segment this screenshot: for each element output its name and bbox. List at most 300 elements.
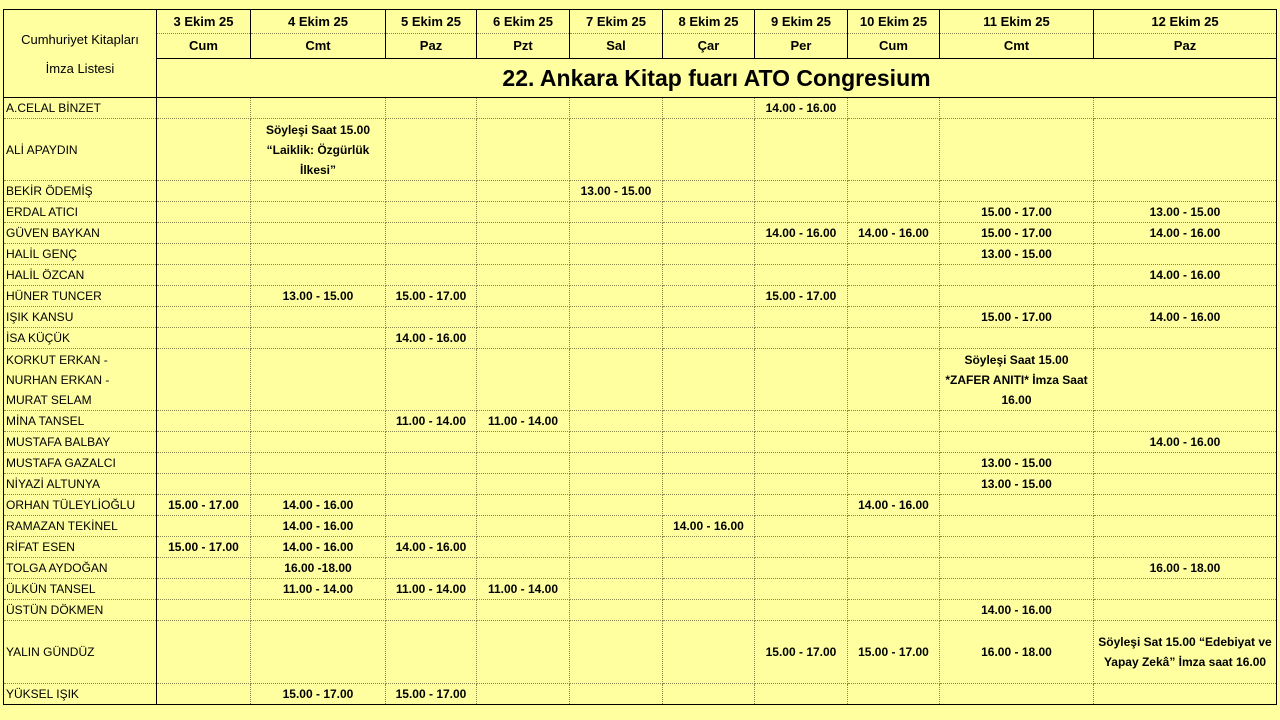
schedule-cell: [477, 453, 570, 474]
schedule-cell: 14.00 - 16.00: [386, 537, 477, 558]
schedule-cell: 15.00 - 17.00: [940, 202, 1094, 223]
schedule-cell: 11.00 - 14.00: [251, 579, 386, 600]
schedule-cell: [157, 474, 251, 495]
schedule-cell: [755, 432, 848, 453]
schedule-cell: Söyleşi Sat 15.00 “Edebiyat ve Yapay Zekâ” İmza saat 16.00: [1094, 621, 1277, 684]
date-header-cell: 10 Ekim 25: [848, 10, 940, 34]
schedule-cell: [1094, 474, 1277, 495]
schedule-cell: [663, 411, 755, 432]
schedule-cell: [386, 98, 477, 119]
schedule-cell: [663, 328, 755, 349]
schedule-cell: [157, 328, 251, 349]
schedule-cell: 14.00 - 16.00: [251, 516, 386, 537]
table-row: [4, 495, 1277, 516]
weekday-header-cell: Cum: [157, 34, 251, 59]
schedule-cell: [848, 558, 940, 579]
schedule-cell: [570, 286, 663, 307]
schedule-cell: [1094, 516, 1277, 537]
schedule-cell: [755, 537, 848, 558]
schedule-cell: [848, 411, 940, 432]
schedule-cell: [940, 286, 1094, 307]
date-header-cell: 11 Ekim 25: [940, 10, 1094, 34]
schedule-cell: [477, 202, 570, 223]
author-name-cell: A.CELAL BİNZET: [4, 98, 157, 119]
schedule-cell: 13.00 - 15.00: [940, 453, 1094, 474]
schedule-cell: [1094, 600, 1277, 621]
table-row: [4, 579, 1277, 600]
schedule-cell: [755, 453, 848, 474]
schedule-cell: [755, 411, 848, 432]
table-row: [4, 600, 1277, 621]
schedule-cell: [251, 411, 386, 432]
schedule-cell: [848, 474, 940, 495]
schedule-cell: [940, 181, 1094, 202]
schedule-cell: [755, 558, 848, 579]
author-name-cell: ORHAN TÜLEYLİOĞLU: [4, 495, 157, 516]
date-header-cell: 5 Ekim 25: [386, 10, 477, 34]
schedule-cell: 14.00 - 16.00: [755, 223, 848, 244]
schedule-cell: [477, 328, 570, 349]
schedule-cell: [1094, 98, 1277, 119]
schedule-cell: [570, 537, 663, 558]
schedule-cell: [755, 600, 848, 621]
schedule-cell: [251, 328, 386, 349]
schedule-cell: 15.00 - 17.00: [755, 621, 848, 684]
schedule-cell: [157, 558, 251, 579]
schedule-cell: 14.00 - 16.00: [755, 98, 848, 119]
author-name-cell: RİFAT ESEN: [4, 537, 157, 558]
schedule-cell: [570, 495, 663, 516]
schedule-cell: Söyleşi Saat 15.00 “Laiklik: Özgürlük İlkesi”: [251, 119, 386, 181]
date-header-cell: 7 Ekim 25: [570, 10, 663, 34]
schedule-cell: [1094, 684, 1277, 705]
schedule-cell: [848, 516, 940, 537]
schedule-cell: [848, 349, 940, 411]
schedule-cell: [663, 265, 755, 286]
schedule-cell: 15.00 - 17.00: [157, 537, 251, 558]
schedule-cell: [570, 684, 663, 705]
schedule-cell: [848, 202, 940, 223]
schedule-cell: [570, 432, 663, 453]
schedule-cell: [570, 119, 663, 181]
schedule-cell: [570, 474, 663, 495]
schedule-cell: [477, 286, 570, 307]
table-title: Cumhuriyet Kitapları İmza Listesi: [4, 10, 157, 98]
date-header-cell: 9 Ekim 25: [755, 10, 848, 34]
schedule-cell: 15.00 - 17.00: [940, 307, 1094, 328]
schedule-cell: [477, 432, 570, 453]
schedule-cell: [386, 621, 477, 684]
schedule-cell: [848, 684, 940, 705]
schedule-cell: [157, 411, 251, 432]
schedule-cell: 15.00 - 17.00: [755, 286, 848, 307]
schedule-cell: 14.00 - 16.00: [251, 495, 386, 516]
schedule-cell: [386, 495, 477, 516]
table-row: [4, 286, 1277, 307]
author-name-cell: HALİL ÖZCAN: [4, 265, 157, 286]
schedule-cell: [940, 516, 1094, 537]
schedule-cell: [940, 411, 1094, 432]
schedule-cell: [570, 98, 663, 119]
author-name-cell: RAMAZAN TEKİNEL: [4, 516, 157, 537]
schedule-cell: [386, 558, 477, 579]
schedule-cell: [157, 516, 251, 537]
author-name-cell: MİNA TANSEL: [4, 411, 157, 432]
schedule-cell: [755, 265, 848, 286]
schedule-cell: [848, 328, 940, 349]
author-name-cell: YALIN GÜNDÜZ: [4, 621, 157, 684]
table-row: [4, 98, 1277, 119]
weekday-header-cell: Sal: [570, 34, 663, 59]
schedule-cell: [663, 558, 755, 579]
schedule-cell: 14.00 - 16.00: [848, 495, 940, 516]
schedule-cell: [570, 349, 663, 411]
author-name-cell: ÜSTÜN DÖKMEN: [4, 600, 157, 621]
schedule-cell: 13.00 - 15.00: [570, 181, 663, 202]
schedule-cell: [157, 244, 251, 265]
schedule-cell: [755, 684, 848, 705]
schedule-cell: [1094, 181, 1277, 202]
schedule-cell: [1094, 119, 1277, 181]
schedule-cell: [157, 98, 251, 119]
schedule-cell: [940, 265, 1094, 286]
table-row: [4, 265, 1277, 286]
schedule-cell: [157, 453, 251, 474]
schedule-cell: 14.00 - 16.00: [1094, 265, 1277, 286]
schedule-cell: 11.00 - 14.00: [477, 411, 570, 432]
date-header-cell: 3 Ekim 25: [157, 10, 251, 34]
schedule-cell: 16.00 -18.00: [251, 558, 386, 579]
schedule-cell: [663, 432, 755, 453]
table-row: [4, 119, 1277, 181]
date-header-row: [4, 10, 1277, 34]
schedule-cell: 11.00 - 14.00: [386, 411, 477, 432]
signing-schedule-table: [3, 9, 1277, 705]
table-row: [4, 411, 1277, 432]
schedule-cell: [386, 244, 477, 265]
schedule-cell: [386, 265, 477, 286]
weekday-header-row: [4, 34, 1277, 59]
schedule-cell: [157, 684, 251, 705]
weekday-header-cell: Cmt: [251, 34, 386, 59]
schedule-cell: [1094, 286, 1277, 307]
schedule-cell: 14.00 - 16.00: [940, 600, 1094, 621]
author-name-cell: KORKUT ERKAN - NURHAN ERKAN - MURAT SELAM: [4, 349, 157, 411]
schedule-cell: [477, 600, 570, 621]
schedule-cell: [570, 328, 663, 349]
schedule-cell: [940, 558, 1094, 579]
schedule-cell: [570, 621, 663, 684]
schedule-cell: [848, 265, 940, 286]
schedule-cell: [755, 579, 848, 600]
schedule-cell: [570, 223, 663, 244]
schedule-cell: [1094, 328, 1277, 349]
schedule-cell: [477, 265, 570, 286]
author-name-cell: ALİ APAYDIN: [4, 119, 157, 181]
schedule-cell: [386, 119, 477, 181]
schedule-cell: [848, 453, 940, 474]
schedule-cell: [251, 600, 386, 621]
table-row: [4, 432, 1277, 453]
schedule-cell: [1094, 453, 1277, 474]
schedule-cell: [251, 474, 386, 495]
schedule-cell: [570, 579, 663, 600]
schedule-cell: [251, 453, 386, 474]
date-header-cell: 4 Ekim 25: [251, 10, 386, 34]
schedule-cell: 14.00 - 16.00: [1094, 223, 1277, 244]
table-row: [4, 244, 1277, 265]
schedule-cell: [570, 202, 663, 223]
weekday-header-cell: Pzt: [477, 34, 570, 59]
schedule-cell: [940, 98, 1094, 119]
schedule-cell: 15.00 - 17.00: [251, 684, 386, 705]
schedule-cell: [386, 432, 477, 453]
schedule-cell: [663, 537, 755, 558]
author-name-cell: MUSTAFA GAZALCI: [4, 453, 157, 474]
table-row: [4, 307, 1277, 328]
table-row: [4, 202, 1277, 223]
schedule-cell: [940, 684, 1094, 705]
schedule-cell: [940, 537, 1094, 558]
author-name-cell: BEKİR ÖDEMİŞ: [4, 181, 157, 202]
schedule-cell: 14.00 - 16.00: [251, 537, 386, 558]
schedule-cell: [386, 181, 477, 202]
schedule-cell: [940, 119, 1094, 181]
fair-title: 22. Ankara Kitap fuarı ATO Congresium: [157, 59, 1277, 98]
schedule-cell: [663, 684, 755, 705]
weekday-header-cell: Per: [755, 34, 848, 59]
schedule-cell: [1094, 411, 1277, 432]
schedule-cell: [477, 474, 570, 495]
schedule-cell: [570, 516, 663, 537]
schedule-cell: [663, 349, 755, 411]
schedule-cell: 15.00 - 17.00: [386, 684, 477, 705]
author-name-cell: GÜVEN BAYKAN: [4, 223, 157, 244]
schedule-cell: [157, 621, 251, 684]
schedule-cell: [848, 181, 940, 202]
schedule-cell: [477, 307, 570, 328]
schedule-cell: [386, 453, 477, 474]
schedule-cell: [386, 202, 477, 223]
schedule-cell: [251, 244, 386, 265]
schedule-cell: [477, 244, 570, 265]
schedule-cell: [477, 223, 570, 244]
fair-title-row: [4, 59, 1277, 98]
schedule-cell: [755, 516, 848, 537]
schedule-cell: [157, 181, 251, 202]
schedule-cell: [755, 328, 848, 349]
author-name-cell: ÜLKÜN TANSEL: [4, 579, 157, 600]
schedule-cell: [386, 349, 477, 411]
schedule-cell: 14.00 - 16.00: [663, 516, 755, 537]
schedule-cell: [848, 307, 940, 328]
schedule-cell: [848, 98, 940, 119]
schedule-cell: [157, 600, 251, 621]
author-name-cell: HALİL GENÇ: [4, 244, 157, 265]
schedule-cell: 13.00 - 15.00: [940, 474, 1094, 495]
schedule-cell: [477, 98, 570, 119]
schedule-cell: [386, 223, 477, 244]
table-row: [4, 684, 1277, 705]
schedule-cell: [663, 474, 755, 495]
schedule-cell: [755, 495, 848, 516]
schedule-cell: [477, 621, 570, 684]
schedule-cell: [755, 119, 848, 181]
table-row: [4, 474, 1277, 495]
schedule-cell: [663, 621, 755, 684]
schedule-cell: [940, 495, 1094, 516]
schedule-cell: [477, 181, 570, 202]
schedule-cell: [663, 579, 755, 600]
schedule-cell: [157, 579, 251, 600]
schedule-cell: 14.00 - 16.00: [848, 223, 940, 244]
schedule-cell: [663, 286, 755, 307]
schedule-cell: [570, 244, 663, 265]
schedule-cell: 14.00 - 16.00: [1094, 307, 1277, 328]
schedule-cell: [570, 265, 663, 286]
weekday-header-cell: Çar: [663, 34, 755, 59]
schedule-cell: [940, 579, 1094, 600]
schedule-cell: [251, 98, 386, 119]
schedule-cell: 15.00 - 17.00: [386, 286, 477, 307]
schedule-cell: 16.00 - 18.00: [1094, 558, 1277, 579]
schedule-cell: [755, 244, 848, 265]
schedule-cell: [848, 600, 940, 621]
schedule-cell: [570, 307, 663, 328]
schedule-cell: [848, 244, 940, 265]
schedule-cell: [477, 119, 570, 181]
schedule-cell: [570, 558, 663, 579]
schedule-cell: [157, 286, 251, 307]
schedule-cell: [1094, 244, 1277, 265]
schedule-cell: [663, 98, 755, 119]
schedule-cell: [251, 202, 386, 223]
schedule-cell: [386, 600, 477, 621]
schedule-cell: 11.00 - 14.00: [386, 579, 477, 600]
schedule-cell: [663, 600, 755, 621]
author-name-cell: MUSTAFA BALBAY: [4, 432, 157, 453]
schedule-cell: [251, 223, 386, 244]
author-name-cell: İSA KÜÇÜK: [4, 328, 157, 349]
weekday-header-cell: Paz: [386, 34, 477, 59]
schedule-cell: [663, 181, 755, 202]
schedule-cell: [251, 621, 386, 684]
schedule-cell: [157, 223, 251, 244]
author-name-cell: HÜNER TUNCER: [4, 286, 157, 307]
weekday-header-cell: Cum: [848, 34, 940, 59]
schedule-cell: [663, 453, 755, 474]
author-name-cell: ERDAL ATICI: [4, 202, 157, 223]
schedule-cell: [940, 432, 1094, 453]
schedule-cell: [157, 349, 251, 411]
date-header-cell: 8 Ekim 25: [663, 10, 755, 34]
schedule-cell: [663, 244, 755, 265]
schedule-cell: [1094, 495, 1277, 516]
schedule-cell: [755, 307, 848, 328]
schedule-cell: [157, 432, 251, 453]
schedule-cell: [157, 202, 251, 223]
schedule-cell: 14.00 - 16.00: [1094, 432, 1277, 453]
weekday-header-cell: Cmt: [940, 34, 1094, 59]
schedule-cell: [755, 474, 848, 495]
schedule-cell: [477, 558, 570, 579]
author-name-cell: IŞIK KANSU: [4, 307, 157, 328]
schedule-cell: [848, 286, 940, 307]
schedule-cell: [477, 516, 570, 537]
schedule-cell: 13.00 - 15.00: [1094, 202, 1277, 223]
schedule-cell: [570, 411, 663, 432]
schedule-cell: [570, 453, 663, 474]
schedule-cell: [570, 600, 663, 621]
schedule-cell: [755, 202, 848, 223]
schedule-cell: 14.00 - 16.00: [386, 328, 477, 349]
table-row: [4, 181, 1277, 202]
date-header-cell: 12 Ekim 25: [1094, 10, 1277, 34]
schedule-cell: [477, 349, 570, 411]
schedule-cell: [251, 349, 386, 411]
table-row: [4, 621, 1277, 684]
schedule-cell: [663, 223, 755, 244]
schedule-cell: [251, 432, 386, 453]
schedule-cell: [663, 119, 755, 181]
schedule-cell: 16.00 - 18.00: [940, 621, 1094, 684]
schedule-cell: [1094, 349, 1277, 411]
table-row: [4, 223, 1277, 244]
schedule-cell: [477, 684, 570, 705]
schedule-cell: [1094, 537, 1277, 558]
table-row: [4, 349, 1277, 411]
schedule-cell: 11.00 - 14.00: [477, 579, 570, 600]
table-row: [4, 516, 1277, 537]
schedule-cell: [848, 432, 940, 453]
schedule-cell: [940, 328, 1094, 349]
schedule-cell: [1094, 579, 1277, 600]
schedule-cell: [848, 119, 940, 181]
schedule-cell: 15.00 - 17.00: [157, 495, 251, 516]
table-row: [4, 453, 1277, 474]
schedule-cell: [848, 537, 940, 558]
schedule-cell: [848, 579, 940, 600]
weekday-header-cell: Paz: [1094, 34, 1277, 59]
author-name-cell: NİYAZİ ALTUNYA: [4, 474, 157, 495]
schedule-cell: [157, 265, 251, 286]
schedule-cell: [663, 307, 755, 328]
author-name-cell: YÜKSEL IŞIK: [4, 684, 157, 705]
schedule-cell: [663, 202, 755, 223]
schedule-cell: 15.00 - 17.00: [848, 621, 940, 684]
schedule-cell: [157, 119, 251, 181]
schedule-cell: [477, 495, 570, 516]
schedule-cell: Söyleşi Saat 15.00 *ZAFER ANITI* İmza Saat 16.00: [940, 349, 1094, 411]
date-header-cell: 6 Ekim 25: [477, 10, 570, 34]
schedule-cell: [755, 349, 848, 411]
table-row: [4, 537, 1277, 558]
schedule-cell: [386, 516, 477, 537]
author-name-cell: TOLGA AYDOĞAN: [4, 558, 157, 579]
schedule-cell: [251, 265, 386, 286]
schedule-cell: [663, 495, 755, 516]
schedule-cell: [477, 537, 570, 558]
schedule-cell: [157, 307, 251, 328]
schedule-cell: 13.00 - 15.00: [251, 286, 386, 307]
schedule-cell: 13.00 - 15.00: [940, 244, 1094, 265]
schedule-cell: [755, 181, 848, 202]
schedule-cell: [386, 474, 477, 495]
schedule-cell: [251, 181, 386, 202]
schedule-cell: 15.00 - 17.00: [940, 223, 1094, 244]
schedule-cell: [386, 307, 477, 328]
table-row: [4, 558, 1277, 579]
